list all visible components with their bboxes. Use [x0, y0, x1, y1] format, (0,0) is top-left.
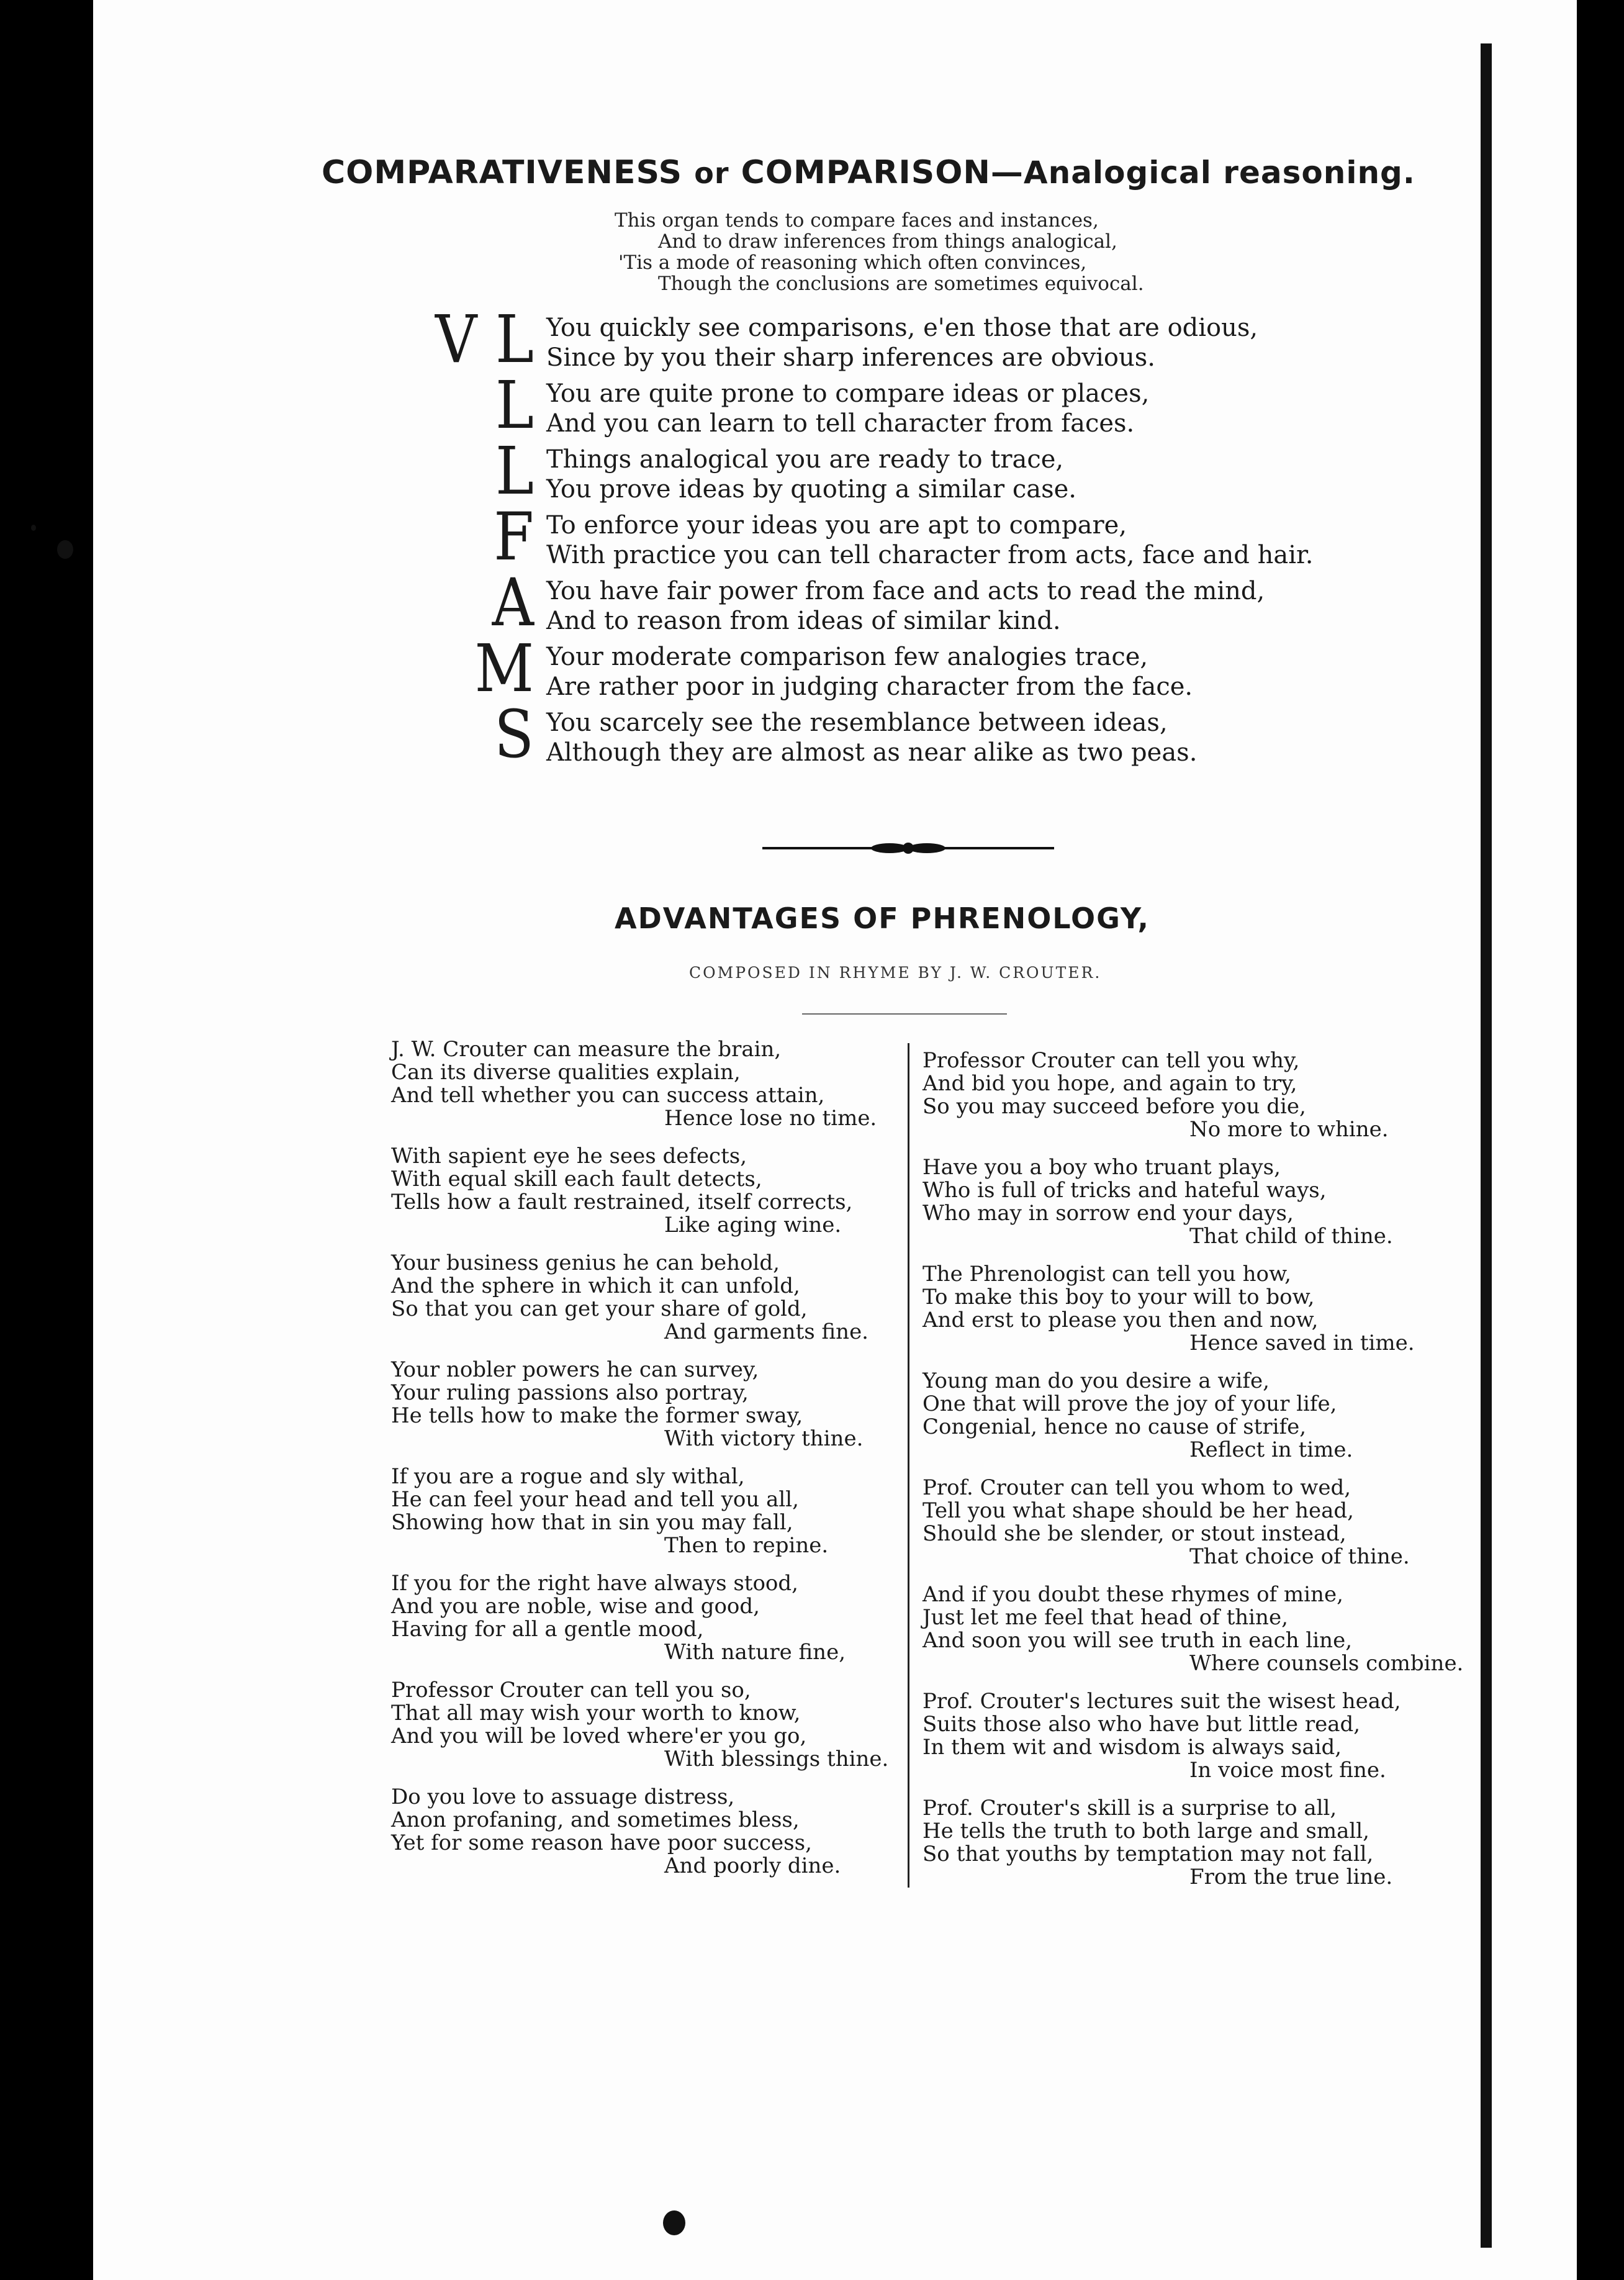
poem-left-column [391, 1038, 888, 1893]
verse-line: You have fair power from face and acts to read the mind, [546, 577, 1265, 605]
stanza-line: He tells how to make the former sway, [391, 1403, 803, 1428]
stanza-line: Tells how a fault restrained, itself corrects, [391, 1190, 853, 1215]
verse-line: And to reason from ideas of similar kind. [546, 607, 1061, 635]
poem-stanza [391, 1359, 888, 1465]
byline-rule [802, 1013, 1007, 1015]
title-subtitle: Analogical reasoning. [1023, 155, 1415, 191]
stanza-line: Prof. Crouter's skill is a surprise to all, [923, 1796, 1337, 1821]
title-part2: COMPARISON— [741, 154, 1024, 191]
intro-line: 'Tis a mode of reasoning which often convinces, [618, 251, 1087, 274]
verse-line: You scarcely see the resemblance between ideas, [546, 708, 1168, 737]
stanza-line: Your business genius he can behold, [391, 1251, 780, 1275]
stanza-line: Can its diverse qualities explain, [391, 1060, 741, 1085]
verse-letters: A [492, 564, 534, 641]
stanza-line: Having for all a gentle mood, [391, 1617, 704, 1642]
verse-letters: F [494, 499, 534, 575]
stanza-line: To make this boy to your will to bow, [923, 1285, 1315, 1310]
stanza-refrain: Then to repine. [664, 1533, 829, 1558]
verse-line: You are quite prone to compare ideas or places, [546, 379, 1150, 408]
verse-letters: L [495, 433, 534, 509]
stanza-line: Who may in sorrow end your days, [923, 1201, 1294, 1226]
column-divider [908, 1043, 909, 1888]
stanza-line: And bid you hope, and again to try, [923, 1071, 1297, 1096]
intro-line: Though the conclusions are sometimes equivocal. [658, 273, 1144, 295]
stanza-line: With sapient eye he sees defects, [391, 1144, 747, 1169]
poem-stanza [923, 1263, 1463, 1370]
stanza-refrain: That child of thine. [1189, 1224, 1393, 1249]
verse-letters: V L [435, 301, 534, 378]
stanza-refrain: Hence saved in time. [1189, 1331, 1415, 1355]
stanza-line: Prof. Crouter's lectures suit the wisest head, [923, 1689, 1401, 1714]
verse-letters: S [494, 696, 534, 772]
stanza-refrain: With victory thine. [664, 1426, 864, 1451]
stanza-line: So you may succeed before you die, [923, 1094, 1306, 1119]
poem-stanza [923, 1049, 1463, 1156]
stanza-refrain: Reflect in time. [1189, 1437, 1353, 1462]
stanza-line: With equal skill each fault detects, [391, 1167, 762, 1192]
stanza-line: Professor Crouter can tell you why, [923, 1048, 1300, 1073]
stanza-line: He can feel your head and tell you all, [391, 1487, 799, 1512]
stanza-line: Should she be slender, or stout instead, [923, 1521, 1347, 1546]
stanza-line: Showing how that in sin you may fall, [391, 1510, 793, 1535]
stanza-line: So that youths by temptation may not fall, [923, 1842, 1374, 1866]
stanza-refrain: With blessings thine. [664, 1747, 889, 1771]
intro-line: And to draw inferences from things analogical, [658, 230, 1117, 253]
stanza-line: J. W. Crouter can measure the brain, [391, 1037, 782, 1062]
verse-lines [546, 642, 1193, 702]
verse-line: And you can learn to tell character from faces. [546, 409, 1135, 438]
verse-line: Although they are almost as near alike as two peas. [546, 738, 1198, 767]
stanza-line: Yet for some reason have poor success, [391, 1830, 812, 1855]
poem-stanza [391, 1679, 888, 1786]
poem-stanza [923, 1156, 1463, 1263]
stanza-line: Have you a boy who truant plays, [923, 1155, 1281, 1180]
poem-right-column [923, 1049, 1463, 1904]
stanza-refrain: Like aging wine. [664, 1213, 842, 1237]
scan-speck [663, 2210, 685, 2235]
stanza-refrain: From the true line. [1189, 1865, 1393, 1889]
stanza-line: Do you love to assuage distress, [391, 1785, 735, 1809]
poem-stanza [391, 1465, 888, 1572]
verse-lines [546, 445, 1076, 504]
scan-speck [57, 540, 73, 559]
stanza-refrain: And poorly dine. [664, 1853, 841, 1878]
stanza-line: One that will prove the joy of your life, [923, 1391, 1337, 1416]
stanza-line: Your nobler powers he can survey, [391, 1357, 759, 1382]
poem-stanza [923, 1797, 1463, 1904]
poem-stanza [923, 1690, 1463, 1797]
verse-line: Since by you their sharp inferences are obvious. [546, 343, 1155, 372]
stanza-line: And you will be loved where'er you go, [391, 1724, 807, 1748]
verse-line: You quickly see comparisons, e'en those that are odious, [546, 314, 1258, 342]
stanza-refrain: With nature fine, [664, 1640, 846, 1665]
stanza-line: And if you doubt these rhymes of mine, [923, 1582, 1343, 1607]
verse-line: To enforce your ideas you are apt to compare, [546, 511, 1127, 540]
stanza-line: And you are noble, wise and good, [391, 1594, 760, 1619]
poem-stanza [391, 1145, 888, 1252]
stanza-refrain: And garments fine. [664, 1319, 868, 1344]
verse-lines [546, 708, 1197, 767]
stanza-line: Just let me feel that head of thine, [923, 1605, 1288, 1630]
poem-stanza [923, 1477, 1463, 1583]
stanza-line: In them wit and wisdom is always said, [923, 1735, 1342, 1760]
poem-stanza [391, 1038, 888, 1145]
verse-line: Are rather poor in judging character from the face. [546, 672, 1193, 701]
verse-line: With practice you can tell character from acts, face and hair. [546, 541, 1314, 569]
stanza-refrain: No more to whine. [1189, 1117, 1389, 1142]
verse-lines [546, 313, 1258, 373]
poem-stanza [923, 1583, 1463, 1690]
byline: COMPOSED IN RHYME BY J. W. CROUTER. [689, 964, 1102, 982]
divider-ornament [762, 841, 1054, 856]
stanza-line: Suits those also who have but little read, [923, 1712, 1361, 1737]
stanza-line: Prof. Crouter can tell you whom to wed, [923, 1475, 1351, 1500]
poem-stanza [391, 1252, 888, 1359]
verse-letters: M [474, 630, 534, 707]
stanza-refrain: Where counsels combine. [1189, 1651, 1464, 1676]
stanza-line: So that you can get your share of gold, [391, 1296, 808, 1321]
verse-lines [546, 379, 1149, 438]
verse-lines [546, 510, 1313, 570]
page-edge-shadow [1577, 0, 1624, 2280]
stanza-line: And erst to please you then and now, [923, 1308, 1319, 1332]
verse-line: Things analogical you are ready to trace, [546, 445, 1064, 474]
section-title-comparativeness [322, 154, 1501, 191]
stanza-line: He tells the truth to both large and small, [923, 1819, 1369, 1843]
stanza-line: If you are a rogue and sly withal, [391, 1464, 745, 1489]
stanza-line: Tell you what shape should be her head, [923, 1498, 1354, 1523]
poem-stanza [391, 1572, 888, 1679]
poem-stanza [391, 1786, 888, 1893]
stanza-refrain: In voice most fine. [1189, 1758, 1386, 1783]
intro-verse [615, 210, 1144, 294]
stanza-refrain: That choice of thine. [1189, 1544, 1410, 1569]
title-part1: COMPARATIVENESS [322, 154, 683, 191]
stanza-line: And tell whether you can success attain, [391, 1083, 825, 1108]
verse-letters: L [495, 367, 534, 443]
intro-line: This organ tends to compare faces and instances, [615, 209, 1099, 232]
scan-speck [31, 525, 36, 531]
poem-stanza [923, 1370, 1463, 1477]
stanza-line: And soon you will see truth in each line, [923, 1628, 1353, 1653]
stanza-line: Congenial, hence no cause of strife, [923, 1414, 1307, 1439]
section-title-advantages: ADVANTAGES OF PHRENOLOGY, [615, 902, 1150, 935]
stanza-refrain: Hence lose no time. [664, 1106, 877, 1131]
verse-line: You prove ideas by quoting a similar case. [546, 475, 1077, 504]
verse-lines [546, 576, 1265, 636]
stanza-line: Who is full of tricks and hateful ways, [923, 1178, 1327, 1203]
stanza-line: Anon profaning, and sometimes bless, [391, 1807, 800, 1832]
verse-line: Your moderate comparison few analogies trace, [546, 643, 1148, 671]
stanza-line: Your ruling passions also portray, [391, 1380, 749, 1405]
stanza-line: That all may wish your worth to know, [391, 1701, 801, 1726]
stanza-line: The Phrenologist can tell you how, [923, 1262, 1291, 1287]
stanza-line: Young man do you desire a wife, [923, 1368, 1270, 1393]
stanza-line: If you for the right have always stood, [391, 1571, 798, 1596]
title-or: or [694, 156, 729, 190]
stanza-line: And the sphere in which it can unfold, [391, 1273, 800, 1298]
stanza-line: Professor Crouter can tell you so, [391, 1678, 751, 1703]
binding-edge-rule [1481, 43, 1492, 2248]
